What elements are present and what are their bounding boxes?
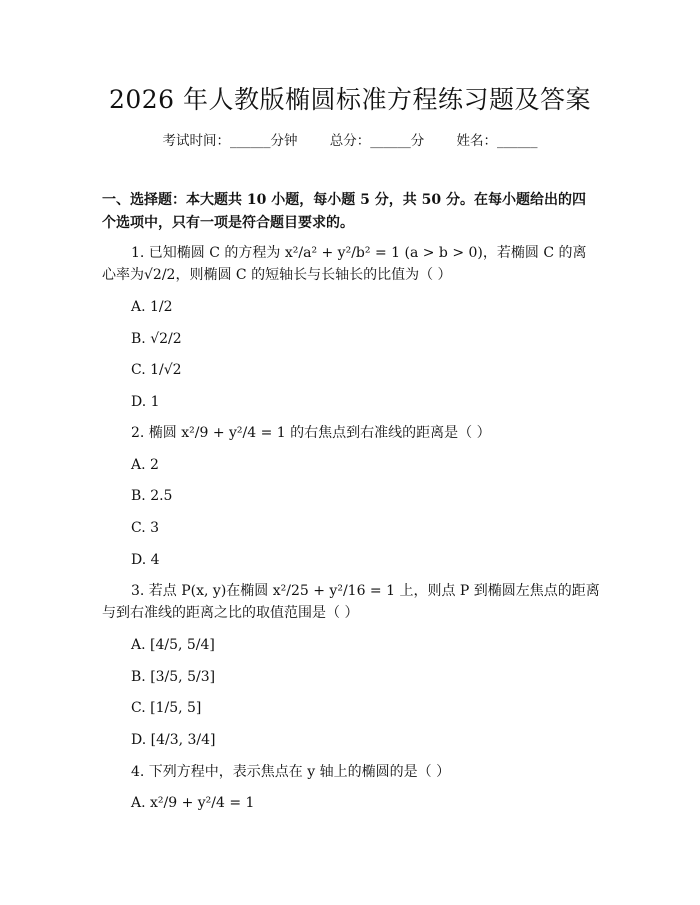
question-2-option-d: D. 4 [131, 552, 160, 568]
document-title: 2026 年人教版椭圆标准方程练习题及答案 [108, 85, 592, 114]
student-name-field: 姓名：______ [456, 133, 538, 149]
question-1-stem: 1. 已知椭圆 C 的方程为 x²/a² + y²/b² = 1 (a > b > 0)，若椭圆 C 的离心率为√2/2，则椭圆 C 的短轴长与长轴长的比值为（ ） [102, 245, 587, 283]
total-score-field: 总分：______分 [329, 133, 425, 149]
question-1-option-c: C. 1/√2 [131, 362, 182, 378]
question-4-option-a: A. x²/9 + y²/4 = 1 [131, 795, 255, 811]
question-3-option-d: D. [4/3, 3/4] [131, 732, 216, 748]
question-3-option-c: C. [1/5, 5] [131, 700, 202, 716]
question-2-option-a: A. 2 [131, 457, 159, 473]
question-2-option-c: C. 3 [131, 520, 160, 536]
exam-info-line [0, 131, 700, 151]
section-heading: 一、选择题：本大题共 10 小题，每小题 5 分，共 50 分。在每小题给出的四个选项中，只有一项是符合题目要求的。 [102, 192, 586, 231]
exam-time-field: 考试时间：______分钟 [162, 133, 298, 149]
question-2-stem: 2. 椭圆 x²/9 + y²/4 = 1 的右焦点到右准线的距离是（ ） [131, 425, 491, 441]
question-2-option-b: B. 2.5 [131, 488, 173, 504]
question-1-option-d: D. 1 [131, 394, 160, 410]
question-4-stem: 4. 下列方程中，表示焦点在 y 轴上的椭圆的是（ ） [131, 764, 451, 780]
question-3-option-b: B. [3/5, 5/3] [131, 669, 216, 685]
question-3-stem: 3. 若点 P(x, y)在椭圆 x²/25 + y²/16 = 1 上，则点 P 到椭圆左焦点的距离与到右准线的距离之比的取值范围是（ ） [102, 583, 600, 621]
question-1-option-b: B. √2/2 [131, 331, 182, 347]
question-3-option-a: A. [4/5, 5/4] [131, 637, 215, 653]
question-1-option-a: A. 1/2 [131, 299, 173, 315]
